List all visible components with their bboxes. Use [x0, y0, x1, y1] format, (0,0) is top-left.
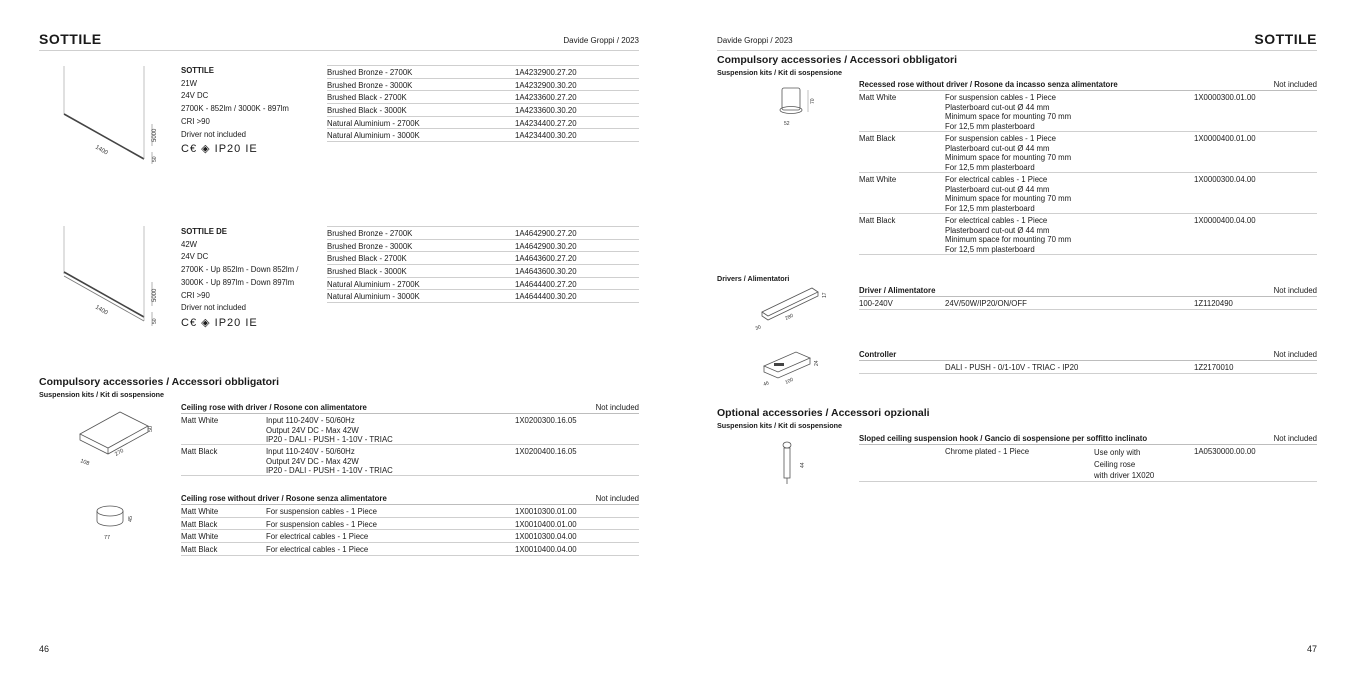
brand-title: SOTTILE: [39, 31, 102, 47]
table-header: Driver / Alimentatore Not included: [859, 286, 1317, 295]
table-row: 100-240V 24V/50W/IP20/ON/OFF 1Z1120490: [859, 297, 1317, 310]
table-row: Natural Aluminium - 2700K 1A4644400.27.20: [327, 278, 639, 291]
spec-driver: Driver not included: [181, 129, 247, 139]
table-header: Sloped ceiling suspension hook / Gancio di sospensione per soffitto inclinato Not included: [859, 434, 1317, 443]
table-header: Controller Not included: [859, 350, 1317, 359]
sottile-de-drawing: [52, 222, 162, 334]
dim-drop: 5000: [152, 128, 158, 142]
table-row: Matt White For electrical cables - 1 Piece Plasterboard cut-out Ø 44 mm Minimum space for mounting 70 mm For 12,5 mm plasterboard 1X0000300.04.00: [859, 173, 1317, 214]
certification-marks: C€ ◈ IP20 IE: [181, 316, 258, 329]
designer-credit: Davide Groppi / 2023: [717, 36, 793, 45]
product-name: SOTTILE: [181, 66, 214, 75]
spec-voltage: 24V DC: [181, 91, 209, 101]
table-row: Matt White For suspension cables - 1 Piece Plasterboard cut-out Ø 44 mm Minimum space for mounting 70 mm For 12,5 mm plasterboard 1X0000300.01.00: [859, 91, 1317, 132]
right-page: [678, 0, 1356, 678]
table-row: Matt Black For electrical cables - 1 Piece 1X0010400.04.00: [181, 543, 639, 556]
controller-table: [859, 349, 1317, 374]
dim-c: 50: [148, 425, 154, 432]
table-header: Ceiling rose without driver / Rosone senza alimentatore Not included: [181, 494, 639, 503]
section-title: Compulsory accessories / Accessori obbligatori: [39, 376, 280, 388]
ceiling-rose-driver-drawing: [72, 406, 162, 470]
table-row: Brushed Bronze - 2700K 1A4642900.27.20: [327, 227, 639, 240]
spec-power: 42W: [181, 239, 198, 249]
dim-length: 1400: [94, 304, 109, 317]
table-row: Chrome plated - 1 Piece Use only with Ceiling rose with driver 1X020 1A0530000.00.00: [859, 445, 1317, 482]
table-row: Matt Black For electrical cables - 1 Piece Plasterboard cut-out Ø 44 mm Minimum space for mounting 70 mm For 12,5 mm plasterboard 1X0000400.04.00: [859, 214, 1317, 255]
ceiling-rose-driver-table: [181, 402, 639, 476]
table-row: Matt White For electrical cables - 1 Piece 1X0010300.04.00: [181, 530, 639, 543]
dim-a: 77: [104, 535, 111, 541]
finish-table: [327, 65, 639, 142]
table-row: DALI - PUSH - 0/1-10V - TRIAC - IP20 1Z2170010: [859, 361, 1317, 374]
table-row: Matt White Input 110-240V - 50/60Hz Output 24V DC - Max 42W IP20 - DALI - PUSH - 1-10V - TRIAC 1X0200300.16.05: [181, 414, 639, 445]
dim-height: 50: [152, 318, 158, 324]
certification-marks: C€ ◈ IP20 IE: [181, 143, 258, 156]
table-header: Ceiling rose with driver / Rosone con alimentatore Not included: [181, 403, 639, 412]
page-number: 46: [39, 644, 50, 654]
spec-lumens: 2700K - 852lm / 3000K - 897lm: [181, 104, 289, 114]
spec-voltage: 24V DC: [181, 252, 209, 262]
header-divider: [717, 50, 1317, 51]
table-row: Brushed Bronze - 2700K 1A4232900.27.20: [327, 66, 639, 79]
dim-a: 52: [784, 121, 790, 127]
dim-c: 44: [800, 462, 806, 468]
table-row: Natural Aluminium - 3000K 1A4234400.30.20: [327, 129, 639, 142]
product-name: SOTTILE DE: [181, 227, 227, 236]
driver-table: [859, 285, 1317, 310]
product-specs: [181, 226, 298, 330]
table-row: Brushed Bronze - 3000K 1A4232900.30.20: [327, 79, 639, 92]
dim-height: 50: [152, 156, 158, 162]
spec-driver: Driver not included: [181, 303, 247, 313]
section-subtitle: Suspension kits / Kit di sospensione: [717, 421, 843, 430]
table-row: Brushed Black - 2700K 1A4643600.27.20: [327, 252, 639, 265]
page-number: 47: [1306, 644, 1317, 654]
controller-drawing: [758, 348, 822, 390]
table-row: Brushed Black - 2700K 1A4233600.27.20: [327, 91, 639, 104]
section-title: Compulsory accessories / Accessori obbligatori: [717, 54, 958, 66]
sloped-hook-table: [859, 433, 1317, 482]
table-row: Matt White For suspension cables - 1 Piece 1X0010300.01.00: [181, 505, 639, 518]
table-header: Recessed rose without driver / Rosone da incasso senza alimentatore Not included: [859, 80, 1317, 89]
table-row: Natural Aluminium - 3000K 1A4644400.30.20: [327, 290, 639, 303]
dim-a: 30: [754, 324, 762, 332]
dim-drop: 5000: [152, 288, 158, 302]
spec-power: 21W: [181, 78, 198, 88]
recessed-rose-table: [859, 79, 1317, 255]
sloped-hook-drawing: [778, 440, 812, 488]
drivers-subtitle: Drivers / Alimentatori: [717, 274, 790, 283]
table-row: Brushed Bronze - 3000K 1A4642900.30.20: [327, 240, 639, 253]
dim-c: 24: [814, 360, 820, 366]
dim-a: 108: [79, 458, 91, 468]
ceiling-rose-nodriver-drawing: [90, 502, 142, 544]
dim-a: 46: [762, 380, 770, 388]
sottile-drawing: [52, 60, 162, 172]
table-row: Matt Black Input 110-240V - 50/60Hz Output 24V DC - Max 42W IP20 - DALI - PUSH - 1-10V - TRIAC 1X0200400.16.05: [181, 445, 639, 476]
driver-drawing: [752, 284, 832, 334]
spec-cri: CRI >90: [181, 290, 210, 300]
designer-credit: Davide Groppi / 2023: [563, 36, 639, 45]
dim-c: 45: [128, 515, 134, 522]
dim-b: 270: [114, 447, 125, 458]
spec-lumens: 2700K - Up 852lm - Down 852lm /: [181, 265, 299, 275]
table-row: Brushed Black - 3000K 1A4643600.30.20: [327, 265, 639, 278]
spec-lumens-2: 3000K - Up 897lm - Down 897lm: [181, 277, 295, 287]
recessed-rose-drawing: [774, 84, 818, 130]
table-row: Brushed Black - 3000K 1A4233600.30.20: [327, 104, 639, 117]
dim-c: 70: [810, 98, 816, 104]
table-row: Matt Black For suspension cables - 1 Piece 1X0010400.01.00: [181, 518, 639, 531]
spec-cri: CRI >90: [181, 116, 210, 126]
section-subtitle: Suspension kits / Kit di sospensione: [39, 390, 165, 399]
table-row: Natural Aluminium - 2700K 1A4234400.27.20: [327, 117, 639, 130]
brand-title: SOTTILE: [1254, 31, 1317, 47]
finish-table: [327, 226, 639, 303]
product-specs: [181, 65, 289, 156]
ceiling-rose-nodriver-table: [181, 493, 639, 556]
dim-b: 100: [784, 376, 795, 386]
section-subtitle: Suspension kits / Kit di sospensione: [717, 68, 843, 77]
dim-b: 280: [784, 312, 795, 322]
dim-c: 17: [822, 292, 828, 298]
table-row: Matt Black For suspension cables - 1 Piece Plasterboard cut-out Ø 44 mm Minimum space for mounting 70 mm For 12,5 mm plasterboard 1X0000400.01.00: [859, 132, 1317, 173]
header-divider: [39, 50, 639, 51]
section-title: Optional accessories / Accessori opzionali: [717, 407, 930, 419]
dim-length: 1400: [94, 144, 109, 157]
